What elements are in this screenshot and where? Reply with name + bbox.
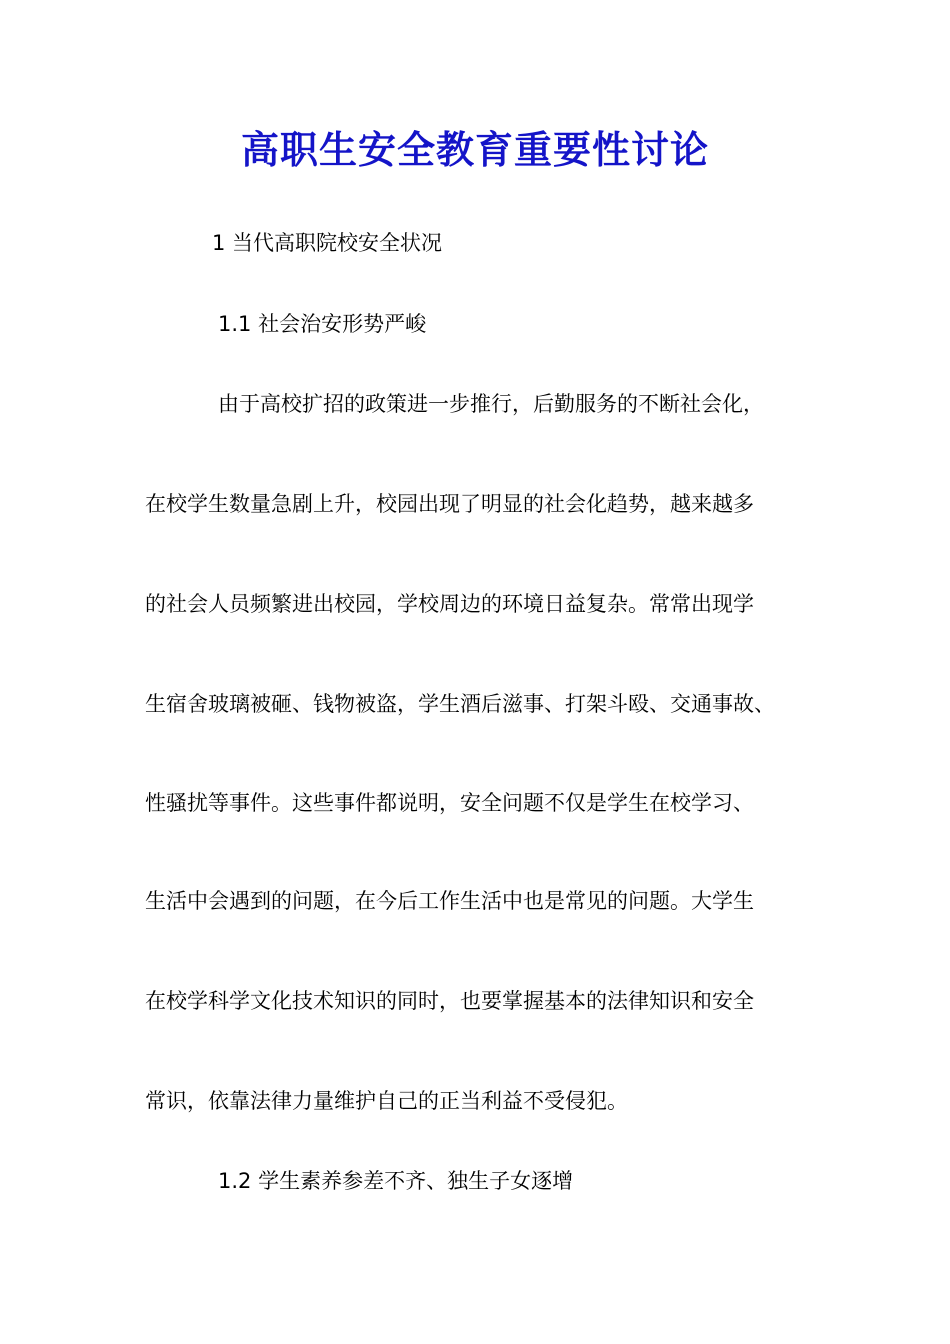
paragraph-line-1: 由于高校扩招的政策进一步推行，后勤服务的不断社会化， bbox=[218, 392, 764, 416]
paragraph-line-2: 在校学生数量急剧上升，校园出现了明显的社会化趋势，越来越多 bbox=[145, 492, 754, 516]
paragraph-line-6: 生活中会遇到的问题，在今后工作生活中也是常见的问题。大学生 bbox=[145, 889, 754, 913]
section-heading-1-1: 1.1 社会治安形势严峻 bbox=[218, 312, 427, 336]
paragraph-line-3: 的社会人员频繁进出校园，学校周边的环境日益复杂。常常出现学 bbox=[145, 592, 754, 616]
paragraph-line-4: 生宿舍玻璃被砸、钱物被盗，学生酒后滋事、打架斗殴、交通事故、 bbox=[145, 692, 775, 716]
section-heading-1: 1 当代高职院校安全状况 bbox=[212, 231, 443, 255]
section-heading-1-2: 1.2 学生素养参差不齐、独生子女逐增 bbox=[218, 1169, 574, 1193]
paragraph-line-7: 在校学科学文化技术知识的同时，也要掌握基本的法律知识和安全 bbox=[145, 989, 754, 1013]
paragraph-line-5: 性骚扰等事件。这些事件都说明，安全问题不仅是学生在校学习、 bbox=[145, 791, 754, 815]
document-title: 高职生安全教育重要性讨论 bbox=[240, 127, 709, 172]
paragraph-line-8: 常识，依靠法律力量维护自己的正当利益不受侵犯。 bbox=[145, 1089, 628, 1113]
